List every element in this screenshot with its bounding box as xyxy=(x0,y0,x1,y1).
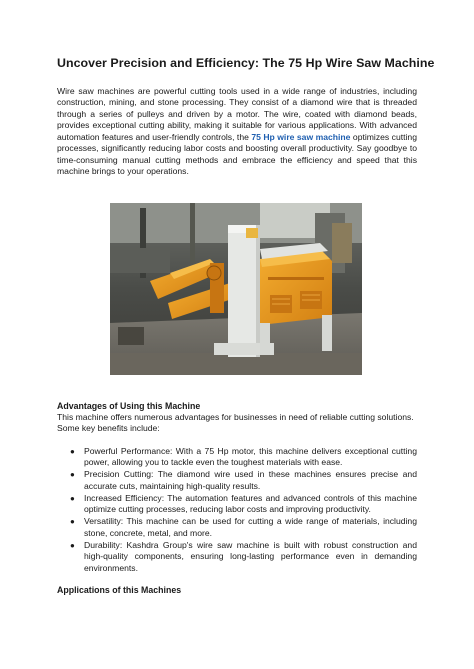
list-item xyxy=(57,493,417,516)
list-item-text: Precision Cutting: The diamond wire used in these machines ensures precise and accurate cuts, maintaining high-quality results. xyxy=(84,469,417,491)
list-item-text: Powerful Performance: With a 75 Hp motor, this machine delivers exceptional cutting power, allowing you to tackle even the toughest materials with ease. xyxy=(84,446,417,468)
list-item xyxy=(57,469,417,492)
wire-saw-machine-link[interactable]: 75 Hp wire saw machine xyxy=(251,131,351,142)
applications-heading: Applications of this Machines xyxy=(57,585,182,595)
list-item-text: Durability: Kashdra Group's wire saw machine is built with robust construction and high-quality components, ensuring long-lasting performance even in demanding environments. xyxy=(84,539,417,573)
benefits-list xyxy=(57,446,417,574)
intro-paragraph xyxy=(57,86,417,178)
advantages-intro: This machine offers numerous advantages for businesses in need of reliable cutting solutions. Some key benefits include: xyxy=(57,412,414,434)
bullet-icon: ● xyxy=(70,517,75,527)
list-item xyxy=(57,446,417,469)
bullet-icon: ● xyxy=(70,470,75,480)
bullet-icon: ● xyxy=(70,447,75,456)
bullet-icon: ● xyxy=(70,540,75,550)
advantages-heading: Advantages of Using this Machine xyxy=(57,401,201,411)
list-item-text: Increased Efficiency: The automation features and advanced controls of this machine optimize cutting processes, reducing labor costs and improving productivity. xyxy=(84,492,417,515)
bullet-icon: ● xyxy=(70,493,75,503)
machine-photo xyxy=(110,203,362,375)
list-item xyxy=(57,540,417,574)
list-item xyxy=(57,516,417,539)
list-item-text: Versatility: This machine can be used for cutting a wide range of materials, including stone, concrete, metal, and more. xyxy=(84,516,417,538)
intro-text-before: Wire saw machines are powerful cutting tools used in a wide range of industries, including construction, mining, and stone processing. They consist of a diamond wire that is threaded through a series of pulleys and driven by a motor. The wire, coated with diamond beads, provides exceptional cutting ability, making it suitable for various applications. With advanced automation features and user-friendly controls, the xyxy=(57,86,417,142)
page-title: Uncover Precision and Efficiency: The 75 Hp Wire Saw Machine xyxy=(57,56,435,70)
intro-text-after: optimizes cutting processes, significantly reducing labor costs and boosting overall productivity. Say goodbye to time-consuming manual cutting methods and embrace the efficiency and speed that this machine brings to your operations. xyxy=(57,131,417,177)
